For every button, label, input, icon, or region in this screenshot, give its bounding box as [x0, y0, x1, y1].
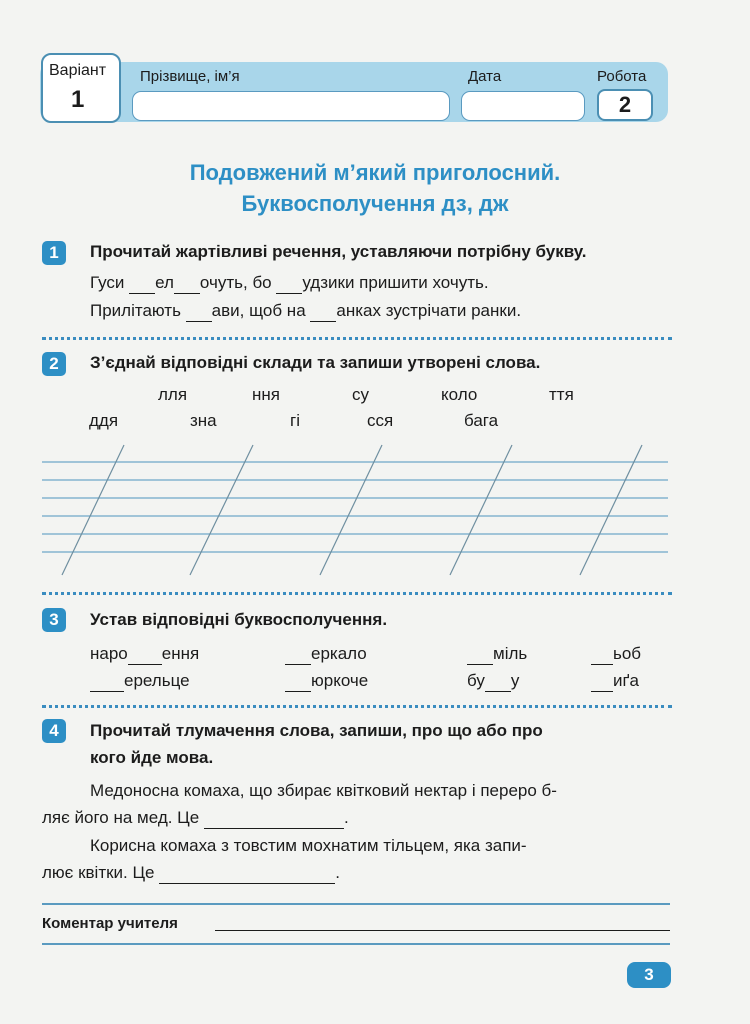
- syllable-top-4: коло: [441, 385, 478, 404]
- comment-label: Коментар учителя: [42, 915, 178, 932]
- comment-field[interactable]: [215, 930, 670, 931]
- slant-line: [450, 445, 512, 575]
- task-4-p2-line1: Корисна комаха з товстим мохнатим тільцем, яка запи-: [90, 836, 527, 855]
- section-divider: [42, 705, 672, 708]
- footer-divider: [42, 943, 670, 945]
- task-4-p2-line2: лює квітки. Це .: [42, 863, 340, 882]
- slant-line: [62, 445, 124, 575]
- task-3-item: бу у: [467, 671, 520, 690]
- answer-blank[interactable]: [204, 808, 344, 829]
- task-3-item: юркоче: [285, 671, 368, 692]
- task-3-item: ерельце: [90, 671, 190, 692]
- blank[interactable]: [90, 671, 124, 692]
- page-title-line1: Подовжений м’який приголосний.: [189, 160, 561, 185]
- blank[interactable]: [485, 671, 511, 692]
- page-number: 3: [627, 962, 671, 988]
- page-title-line2: Буквосполучення дз, дж: [241, 191, 509, 216]
- task-2-badge: 2: [42, 352, 66, 376]
- blank[interactable]: [285, 644, 311, 665]
- task-1-line-2: Прилітають ави, щоб на анках зустрічати ранки.: [90, 301, 522, 320]
- task-3-instruction: Устав відповідні буквосполучення.: [90, 610, 388, 629]
- task-4-instruction-line1: Прочитай тлумачення слова, запиши, про що або про: [90, 721, 543, 740]
- syllable-top-3: су: [352, 385, 369, 404]
- task-4-instruction-line2: кого йде мова.: [90, 748, 214, 767]
- slant-line: [190, 445, 253, 575]
- task-4-p1-line1: Медоносна комаха, що збирає квітковий нектар і переро б-: [90, 781, 557, 800]
- variant-label: Варіант: [49, 62, 107, 79]
- task-1-badge: 1: [42, 241, 66, 265]
- syllable-bottom-1: ддя: [89, 411, 119, 430]
- task-3-badge: 3: [42, 608, 66, 632]
- syllable-top-5: ття: [549, 385, 574, 404]
- task-4-badge: 4: [42, 719, 66, 743]
- section-divider: [42, 592, 672, 595]
- syllable-top-1: лля: [158, 385, 188, 404]
- task-3-item: еркало: [285, 644, 367, 665]
- slant-line: [320, 445, 382, 575]
- task-2-instruction: З’єднай відповідні склади та запиши утворені слова.: [90, 353, 541, 372]
- task-3-item: наро ення: [90, 644, 200, 663]
- blank[interactable]: [128, 644, 162, 665]
- blank[interactable]: [591, 644, 613, 665]
- blank[interactable]: [285, 671, 311, 692]
- blank[interactable]: [467, 644, 493, 665]
- syllable-bottom-3: гі: [290, 411, 300, 430]
- task-1-instruction: Прочитай жартівливі речення, уставляючи потрібну букву.: [90, 242, 587, 261]
- work-number: 2: [597, 89, 653, 121]
- task-3-item: иґа: [591, 671, 639, 692]
- work-label: Робота: [597, 68, 647, 85]
- name-label: Прізвище, ім’я: [140, 68, 240, 85]
- syllable-bottom-2: зна: [190, 411, 217, 430]
- task-3-item: міль: [467, 644, 527, 665]
- blank[interactable]: [591, 671, 613, 692]
- syllable-bottom-4: сся: [367, 411, 394, 430]
- slant-line: [580, 445, 642, 575]
- syllable-bottom-5: бага: [464, 411, 499, 430]
- syllable-top-2: ння: [252, 385, 280, 404]
- task-4-p1-line2: ляє його на мед. Це .: [42, 808, 349, 827]
- date-label: Дата: [468, 68, 502, 85]
- answer-blank[interactable]: [159, 863, 335, 884]
- task-1-line-1: Гуси ел очуть, бо удзики пришити хочуть.: [90, 273, 489, 292]
- task-3-item: ьоб: [591, 644, 641, 665]
- footer-divider: [42, 903, 670, 905]
- variant-number: 1: [71, 86, 85, 113]
